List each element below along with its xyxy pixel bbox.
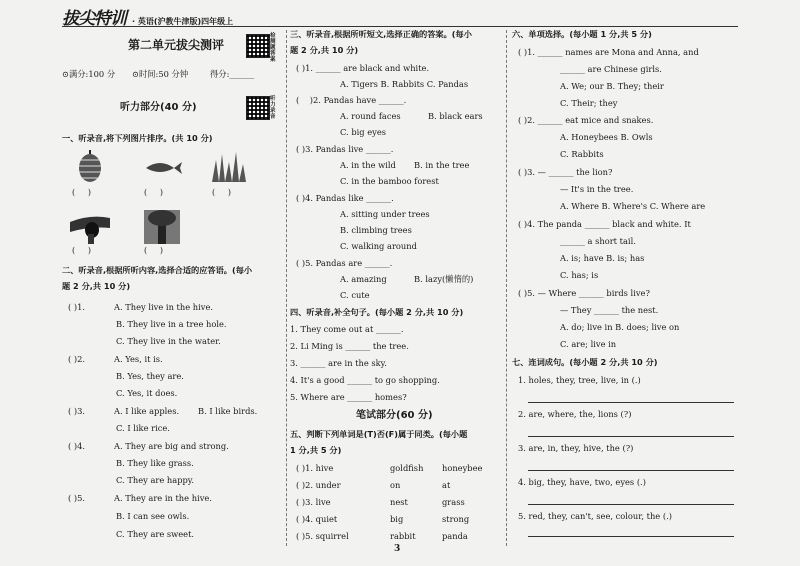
- option-a: A. round faces: [340, 111, 401, 121]
- option-c: C. cute: [340, 290, 370, 300]
- section-3-heading: 三、听录音,根据所听短文,选择正确的答案。(每小: [290, 29, 472, 39]
- unit-test-title: 第二单元拔尖测评: [128, 38, 225, 52]
- reorder-prompt: 2. are, where, the, lions (?): [518, 409, 632, 419]
- answer-line[interactable]: [528, 536, 734, 537]
- question-stem-cont: ______ a short tail.: [560, 236, 636, 246]
- option-a: A. They are big and strong.: [114, 441, 229, 451]
- option-b: B. lazy(懒惰的): [414, 274, 474, 284]
- option-b: B. They live in a tree hole.: [116, 319, 227, 329]
- option-a: A. amazing: [340, 274, 387, 284]
- options: A. do; live in B. does; live on: [560, 322, 680, 332]
- qr-label: 检测题答案: [270, 33, 276, 63]
- question-stem: ( )3. — ______ the lion?: [518, 167, 613, 177]
- question-stem: ( )3. Pandas live ______.: [296, 144, 394, 154]
- options: C. Rabbits: [560, 149, 604, 159]
- question-stem: ( )1. ______ are black and white.: [296, 63, 430, 73]
- question-stem: ( )4. The panda ______ black and white. It: [518, 219, 691, 229]
- word-item: on: [390, 480, 401, 490]
- section-3-heading-cont: 题 2 分,共 10 分): [290, 45, 359, 55]
- question-stem-cont: — They ______ the nest.: [560, 305, 659, 315]
- brand-title: 拔尖特训: [62, 9, 126, 29]
- option-b: B. in the tree: [414, 160, 470, 170]
- word-item: nest: [390, 497, 408, 507]
- word-item: goldfish: [390, 463, 424, 473]
- tree-hole-picture: [70, 208, 110, 244]
- reorder-prompt: 5. red, they, can't, see, colour, the (.): [518, 511, 672, 521]
- option-b: B. I can see owls.: [116, 511, 190, 521]
- word-item: big: [390, 514, 404, 524]
- option-c: C. in the bamboo forest: [340, 176, 439, 186]
- column-divider: [506, 30, 507, 546]
- qr-code-icon: [246, 96, 270, 120]
- option-a: A. I like apples.: [114, 406, 180, 416]
- answer-line[interactable]: [528, 504, 734, 505]
- page-number: 3: [394, 544, 401, 554]
- question-number: ( )4.: [68, 441, 86, 451]
- column-1: [62, 30, 282, 544]
- section-5-heading: 五、判断下列单词是(T)否(F)属于同类。(每小题: [290, 429, 468, 439]
- question-number: ( )2.: [68, 354, 86, 364]
- word-item: rabbit: [390, 531, 416, 541]
- column-3: [512, 30, 740, 544]
- fill-sentence[interactable]: 1. They come out at ______.: [290, 324, 404, 334]
- answer-blank[interactable]: ( ): [72, 188, 91, 197]
- question-stem-cont: ______ are Chinese girls.: [560, 64, 662, 74]
- options: A. Where B. Where's C. Where are: [560, 201, 706, 211]
- options: C. Their; they: [560, 98, 618, 108]
- option-c: C. They are sweet.: [116, 529, 195, 539]
- full-score: ⊙满分:100 分: [62, 69, 116, 79]
- word-item: honeybee: [442, 463, 483, 473]
- option-b: B. Yes, they are.: [116, 371, 184, 381]
- column-divider: [286, 30, 287, 546]
- options: A. Honeybees B. Owls: [560, 132, 653, 142]
- section-2-heading-cont: 题 2 分,共 10 分): [62, 281, 131, 291]
- options: C. has; is: [560, 270, 599, 280]
- section-2-heading: 二、听录音,根据所听内容,选择合适的应答语。(每小: [62, 265, 253, 275]
- options: A. We; our B. They; their: [560, 81, 664, 91]
- option-a: A. They are in the hive.: [114, 493, 212, 503]
- reorder-prompt: 4. big, they, have, two, eyes (.): [518, 477, 646, 487]
- word-item: ( )1. hive: [296, 463, 334, 473]
- beehive-picture: [70, 150, 110, 186]
- question-stem: ( )2. Pandas have ______.: [296, 95, 407, 105]
- option-a: A. They live in the hive.: [114, 302, 214, 312]
- question-stem: ( )4. Pandas like ______.: [296, 193, 394, 203]
- fill-sentence[interactable]: 3. ______ are in the sky.: [290, 358, 387, 368]
- word-item: ( )5. squirrel: [296, 531, 349, 541]
- score-label: 得分:: [210, 69, 230, 79]
- tree-nest-picture: [142, 208, 182, 244]
- book-subtitle: · 英语(沪教牛津版)四年级上: [132, 17, 234, 26]
- word-item: strong: [442, 514, 470, 524]
- answer-line[interactable]: [528, 470, 734, 471]
- qr-code-icon: [246, 34, 270, 58]
- section-4-heading: 四、听录音,补全句子。(每小题 2 分,共 10 分): [290, 307, 464, 317]
- answer-blank[interactable]: ( ): [144, 246, 163, 255]
- options: A. Tigers B. Rabbits C. Pandas: [340, 79, 469, 89]
- section-1-heading: 一、听录音,将下列图片排序。(共 10 分): [62, 133, 213, 143]
- time-limit-text: 时间:50 分钟: [138, 69, 189, 79]
- fill-sentence[interactable]: 2. Li Ming is ______ the tree.: [290, 341, 409, 351]
- option-c: C. They are happy.: [116, 475, 195, 485]
- word-item: ( )4. quiet: [296, 514, 338, 524]
- answer-line[interactable]: [528, 402, 734, 403]
- question-stem: ( )1. ______ names are Mona and Anna, and: [518, 47, 699, 57]
- reorder-prompt: 1. holes, they, tree, live, in (.): [518, 375, 641, 385]
- option-b: B. They like grass.: [116, 458, 194, 468]
- question-stem: ( )5. — Where ______ birds live?: [518, 288, 650, 298]
- option-a: A. sitting under trees: [340, 209, 430, 219]
- word-item: ( )3. live: [296, 497, 331, 507]
- options: C. are; live in: [560, 339, 617, 349]
- option-a: A. in the wild: [340, 160, 396, 170]
- options: A. is; have B. is; has: [560, 253, 645, 263]
- question-stem: ( )5. Pandas are ______.: [296, 258, 393, 268]
- header-rule: [62, 26, 738, 27]
- word-item: at: [442, 480, 451, 490]
- word-item: ( )2. under: [296, 480, 341, 490]
- section-5-heading-cont: 1 分,共 5 分): [290, 445, 342, 455]
- time-limit: ⊙时间:50 分钟: [132, 69, 189, 79]
- option-c: C. I like rice.: [116, 423, 170, 433]
- question-number: ( )3.: [68, 406, 86, 416]
- reorder-prompt: 3. are, in, they, hive, the (?): [518, 443, 634, 453]
- question-stem-cont: — It's in the tree.: [560, 184, 634, 194]
- option-c: C. big eyes: [340, 127, 387, 137]
- section-6-heading: 六、单项选择。(每小题 1 分,共 5 分): [512, 29, 652, 39]
- listening-heading: 听力部分(40 分): [120, 102, 197, 113]
- word-item: grass: [442, 497, 465, 507]
- section-7-heading: 七、连词成句。(每小题 2 分,共 10 分): [512, 357, 658, 367]
- column-2: [290, 30, 500, 544]
- option-c: C. Yes, it does.: [116, 388, 178, 398]
- header: [62, 4, 234, 29]
- option-c: C. walking around: [340, 241, 417, 251]
- answer-blank[interactable]: ( ): [212, 188, 231, 197]
- answer-blank[interactable]: ( ): [144, 188, 163, 197]
- fish-picture: [142, 152, 182, 188]
- score-field: 得分:______: [210, 69, 255, 79]
- question-number: ( )1.: [68, 302, 86, 312]
- written-heading: 笔试部分(60 分): [356, 410, 433, 421]
- option-c: C. They live in the water.: [116, 336, 221, 346]
- grass-picture: [210, 148, 250, 184]
- option-b: B. climbing trees: [340, 225, 412, 235]
- fill-sentence[interactable]: 5. Where are ______ homes?: [290, 392, 407, 402]
- answer-blank[interactable]: ( ): [72, 246, 91, 255]
- question-stem: ( )2. ______ eat mice and snakes.: [518, 115, 654, 125]
- fill-sentence[interactable]: 4. It's a good ______ to go shopping.: [290, 375, 440, 385]
- question-stem-text: 2. Pandas have ______.: [313, 95, 407, 105]
- word-item: panda: [442, 531, 468, 541]
- option-b: B. black ears: [428, 111, 483, 121]
- answer-line[interactable]: [528, 436, 734, 437]
- qr-label: 听力录音: [270, 96, 276, 120]
- option-a: A. Yes, it is.: [114, 354, 163, 364]
- option-b: B. I like birds.: [198, 406, 258, 416]
- full-score-text: 满分:100 分: [68, 69, 116, 79]
- question-number: ( )5.: [68, 493, 86, 503]
